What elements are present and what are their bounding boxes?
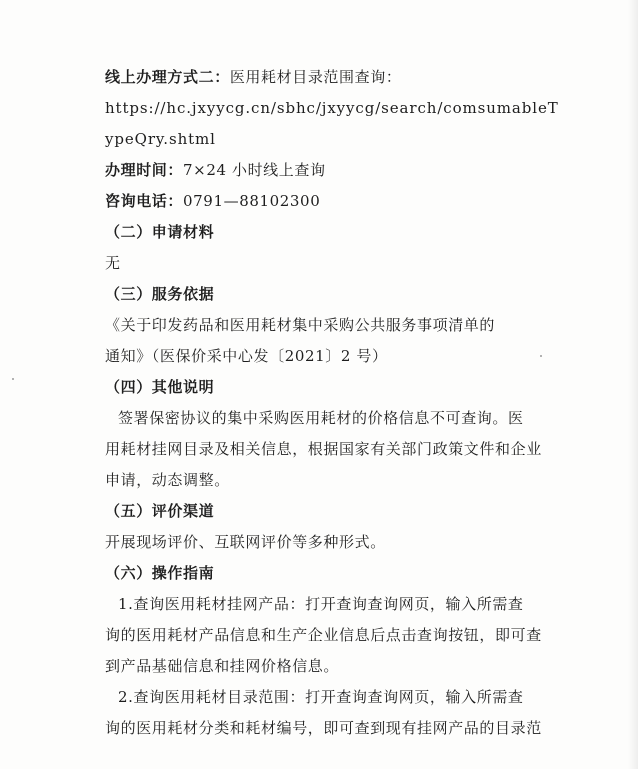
section-2-body: 无	[105, 254, 121, 272]
section-6-heading: （六）操作指南	[105, 564, 215, 582]
section-5-body: 开展现场评价、互联网评价等多种形式。	[105, 533, 386, 551]
section-4-heading: （四）其他说明	[105, 378, 215, 396]
online-method-row	[105, 67, 401, 87]
url-line-2: ypeQry.shtml	[105, 130, 216, 148]
phone-label: 咨询电话：	[105, 192, 184, 210]
section-5-heading: （五）评价渠道	[105, 502, 215, 520]
online-method-label: 线上办理方式二：	[105, 68, 230, 86]
guide-item-2-line-2: 询的医用耗材分类和耗材编号，即可查到现有挂网产品的目录范	[105, 719, 542, 737]
hours-label: 办理时间：	[105, 161, 184, 179]
guide-item-1-line-3: 到产品基础信息和挂网价格信息。	[105, 657, 340, 675]
scan-speck	[540, 355, 542, 357]
section-4-line-1: 签署保密协议的集中采购医用耗材的价格信息不可查询。医	[118, 409, 524, 427]
url-line-1: https://hc.jxyycg.cn/sbhc/jxyycg/search/comsumableT	[105, 99, 559, 117]
section-3-line-2: 通知》（医保价采中心发〔2021〕2 号）	[105, 347, 388, 365]
section-3-line-1: 《关于印发药品和医用耗材集中采购公共服务事项清单的	[105, 316, 496, 334]
scan-speck	[12, 378, 14, 380]
section-4-line-2: 用耗材挂网目录及相关信息，根据国家有关部门政策文件和企业	[105, 440, 542, 458]
phone-row	[105, 191, 320, 211]
scan-edge-shadow	[628, 0, 638, 769]
phone-value: 0791—88102300	[183, 192, 321, 210]
section-4-line-3: 申请，动态调整。	[105, 471, 230, 489]
section-2-heading: （二）申请材料	[105, 223, 215, 241]
guide-item-1-line-1: 1.查询医用耗材挂网产品：打开查询查询网页，输入所需查	[118, 595, 524, 613]
online-method-value: 医用耗材目录范围查询：	[229, 68, 402, 86]
hours-row	[105, 160, 326, 180]
section-3-heading: （三）服务依据	[105, 285, 215, 303]
hours-value: 7×24 小时线上查询	[183, 161, 326, 179]
guide-item-1-line-2: 询的医用耗材产品信息和生产企业信息后点击查询按钮，即可查	[105, 626, 542, 644]
guide-item-2-line-1: 2.查询医用耗材目录范围：打开查询查询网页，输入所需查	[118, 688, 524, 706]
